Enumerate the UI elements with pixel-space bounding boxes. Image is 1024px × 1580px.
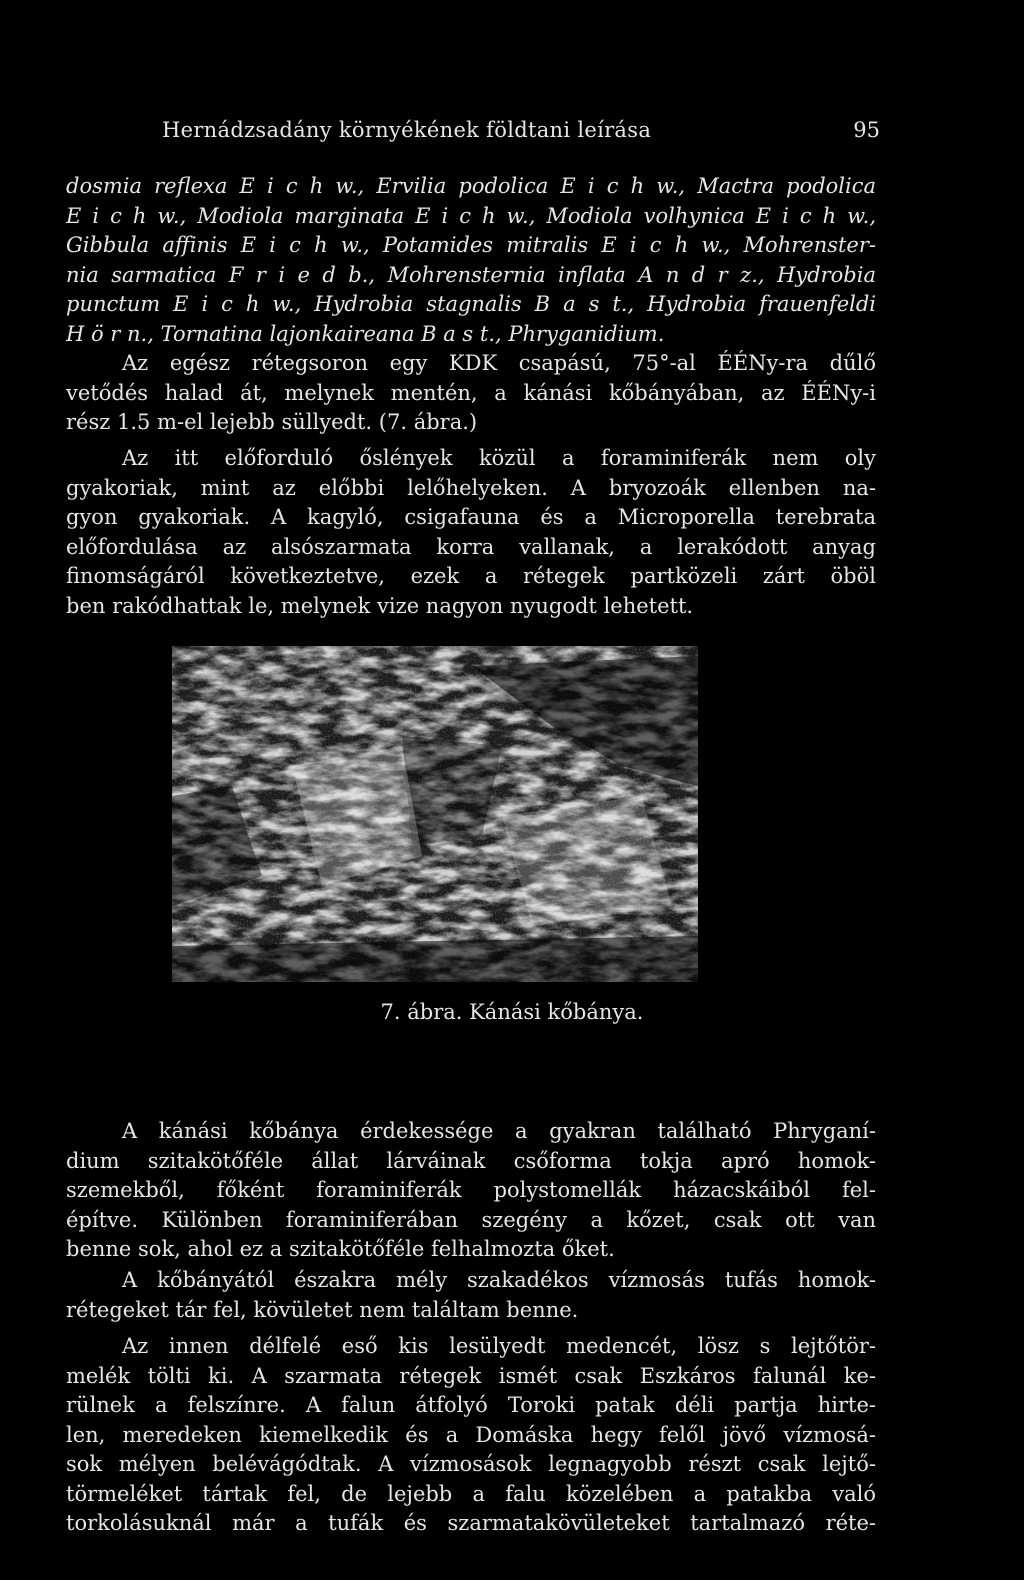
header-title: Hernádzsadány környékének földtani leírása bbox=[162, 118, 652, 142]
text-line: gyon gyakoriak. A kagyló, csigafauna és a Microporella terebrata bbox=[66, 505, 876, 529]
text-line: Az innen délfelé eső kis lesülyedt medencét, lösz s lejtőtör- bbox=[122, 1334, 876, 1358]
text-line: len, meredeken kiemelkedik és a Domáska hegy felől jövő vízmosá- bbox=[66, 1422, 876, 1447]
fault-paragraph bbox=[66, 349, 876, 438]
page-number: 95 bbox=[853, 118, 880, 142]
text-line: dosmia reflexa E i c h w., Ervilia podolica E i c h w., Mactra podolica bbox=[66, 174, 876, 198]
text-line: torkolásuknál már a tufák és szarmatakövületeket tartalmazó réte- bbox=[66, 1511, 876, 1535]
text-line: rülnek a felszínre. A falun átfolyó Toroki patak déli partja hirte- bbox=[66, 1393, 876, 1417]
text-line: dium szitakötőféle állat lárváinak csőforma tokja apró homok- bbox=[66, 1148, 876, 1173]
text-line: előfordulása az alsószarmata korra vallanak, a lerakódott anyag bbox=[66, 534, 876, 559]
fossils-paragraph bbox=[66, 444, 876, 621]
text-line: nia sarmatica F r i e d b., Mohrensternia inflata A n d r z., Hydrobia bbox=[66, 262, 876, 287]
text-line: punctum E i c h w., Hydrobia stagnalis B a s t., Hydrobia frauenfeldi bbox=[66, 292, 876, 316]
basin-paragraph bbox=[66, 1332, 876, 1539]
figure-caption: 7. ábra. Kánási kőbánya. bbox=[380, 1000, 644, 1024]
text-line: Az egész rétegsoron egy KDK csapású, 75°-al ÉÉNy-ra dűlő bbox=[122, 351, 876, 375]
quarry-photograph bbox=[172, 646, 698, 982]
text-line: Gibbula affinis E i c h w., Potamides mitralis E i c h w., Mohrenster- bbox=[66, 233, 876, 257]
text-line: sok mélyen belévágódtak. A vízmosások legnagyobb részt csak lejtő- bbox=[66, 1452, 876, 1476]
text-line: rész 1.5 m-el lejebb süllyedt. (7. ábra.) bbox=[66, 410, 478, 434]
text-line: gyakoriak, mint az előbbi lelőhelyeken. A bryozoák ellenben na- bbox=[66, 475, 876, 500]
running-header bbox=[162, 118, 880, 148]
text-line: szemekből, főként foraminiferák polystomellák házacskáiból fel- bbox=[66, 1178, 876, 1202]
text-line: finomságáról következtetve, ezek a rétegek partközeli zárt öböl bbox=[66, 564, 876, 588]
text-line: E i c h w., Modiola marginata E i c h w., Modiola volhynica E i c h w., bbox=[66, 203, 876, 228]
text-line: A kőbányától északra mély szakadékos vízmosás tufás homok- bbox=[122, 1268, 876, 1292]
text-line: rétegeket tár fel, kövületet nem találtam benne. bbox=[66, 1297, 579, 1322]
text-line: benne sok, ahol ez a szitakötőféle felhalmozta őket. bbox=[66, 1237, 615, 1261]
species-list-paragraph bbox=[66, 172, 876, 349]
text-line: törmeléket tártak fel, de lejebb a falu közelében a patakba való bbox=[66, 1481, 876, 1506]
text-line: A kánási kőbánya érdekessége a gyakran található Phryganí- bbox=[122, 1119, 876, 1143]
phryganidium-paragraph bbox=[66, 1117, 876, 1265]
text-line: melék tölti ki. A szarmata rétegek ismét csak Eszkáros falunál ke- bbox=[66, 1363, 876, 1388]
text-line: építve. Különben foraminiferában szegény a kőzet, csak ott van bbox=[66, 1207, 876, 1232]
text-line: H ö r n., Tornatina lajonkaireana B a s t., Phryganidium. bbox=[66, 321, 665, 346]
text-line: Az itt előforduló őslények közül a foraminiferák nem oly bbox=[122, 446, 876, 470]
text-line: ben rakódhattak le, melynek vize nagyon nyugodt lehetett. bbox=[66, 593, 694, 618]
ravine-paragraph bbox=[66, 1266, 876, 1325]
text-line: vetődés halad át, melynek mentén, a kánási kőbányában, az ÉÉNy-i bbox=[66, 380, 876, 405]
